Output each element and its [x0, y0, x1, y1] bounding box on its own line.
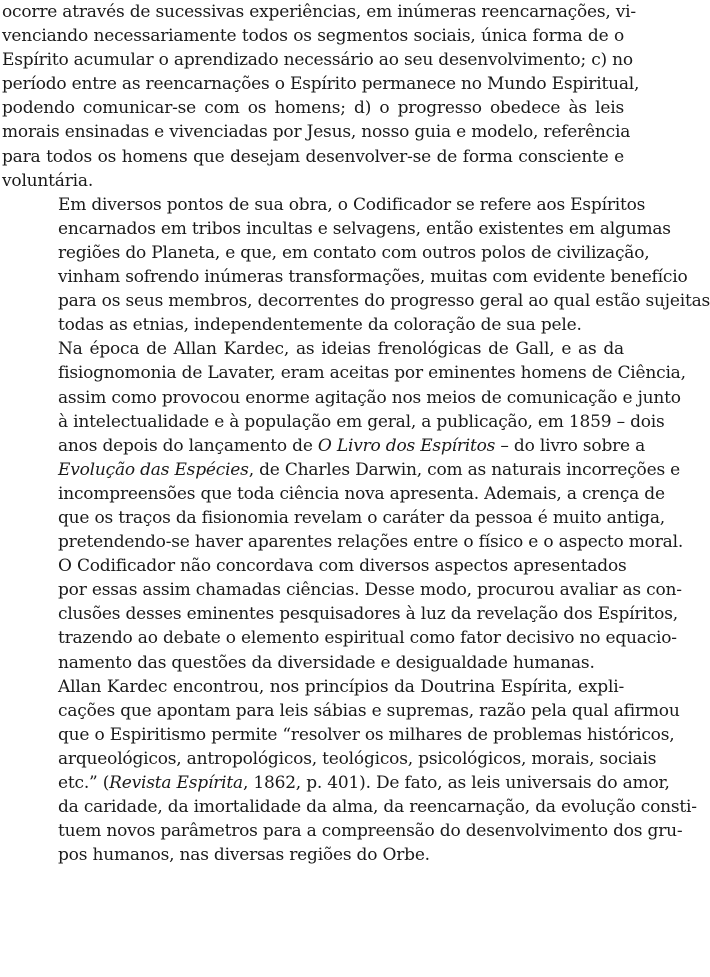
- text-line: pos humanos, nas diversas regiões do Orbe.: [58, 845, 430, 866]
- text-line: anos depois do lançamento de O Livro dos Espíritos – do livro sobre a: [58, 435, 646, 456]
- text-line: namento das questões da diversidade e desigualdade humanas.: [58, 652, 595, 673]
- paragraph: [2, 193, 710, 338]
- text-line: morais ensinadas e vivenciadas por Jesus, nosso guia e modelo, referência: [2, 122, 631, 143]
- italic-title: Evolução das Espécies: [58, 459, 249, 480]
- text-line: arqueológicos, antropológicos, teológicos, psicológicos, morais, sociais: [58, 748, 657, 769]
- text-line: que os traços da fisionomia revelam o caráter da pessoa é muito antiga,: [58, 507, 665, 528]
- text-line: podendo comunicar-se com os homens; d) o progresso obedece às leis: [2, 98, 624, 119]
- text-line: ocorre através de sucessivas experiências, em inúmeras reencarnações, vi-: [2, 2, 636, 22]
- text-line: voluntária.: [2, 170, 94, 191]
- italic-title: O Livro dos Espíritos: [317, 435, 496, 456]
- text-line: Espírito acumular o aprendizado necessário ao seu desenvolvimento; c) no: [2, 50, 633, 71]
- italic-title: Revista Espírita: [109, 773, 243, 793]
- text-line: à intelectualidade e à população em geral, a publicação, em 1859 – dois: [58, 411, 665, 432]
- text-line: que o Espiritismo permite “resolver os milhares de problemas históricos,: [58, 724, 675, 745]
- text-line: tuem novos parâmetros para a compreensão do desenvolvimento dos gru-: [58, 821, 683, 842]
- text-line: venciando necessariamente todos os segmentos sociais, única forma de o: [2, 26, 624, 47]
- paragraph: [2, 675, 697, 868]
- text-line: encarnados em tribos incultas e selvagens, então existentes em algumas: [58, 218, 671, 239]
- text-line: da caridade, da imortalidade da alma, da reencarnação, da evolução consti-: [58, 797, 697, 818]
- text-line: assim como provocou enorme agitação nos meios de comunicação e junto: [58, 387, 681, 408]
- text-line: para os seus membros, decorrentes do progresso geral ao qual estão sujeitas: [58, 291, 710, 312]
- text-line: incompreensões que toda ciência nova apresenta. Ademais, a crença de: [58, 483, 665, 504]
- paragraph: [2, 337, 686, 554]
- text-line: clusões desses eminentes pesquisadores à luz da revelação dos Espíritos,: [58, 604, 678, 625]
- text-line: Em diversos pontos de sua obra, o Codificador se refere aos Espíritos: [58, 194, 646, 215]
- text-line: fisiognomonia de Lavater, eram aceitas por eminentes homens de Ciência,: [58, 363, 686, 384]
- document-page: [2, 0, 710, 867]
- text-line: todas as etnias, independentemente da coloração de sua pele.: [58, 315, 582, 336]
- text-line: Evolução das Espécies, de Charles Darwin, com as naturais incorreções e: [58, 459, 681, 480]
- text-line: Allan Kardec encontrou, nos princípios da Doutrina Espírita, expli-: [58, 676, 624, 697]
- text-line: para todos os homens que desejam desenvolver-se de forma consciente e: [2, 146, 624, 167]
- text-line: regiões do Planeta, e que, em contato com outros polos de civilização,: [58, 242, 650, 263]
- text-line: pretendendo-se haver aparentes relações entre o físico e o aspecto moral.: [58, 532, 684, 553]
- text-line: por essas assim chamadas ciências. Desse modo, procurou avaliar as con-: [58, 580, 682, 601]
- text-line: trazendo ao debate o elemento espiritual como fator decisivo no equacio-: [58, 628, 677, 649]
- text-line: Na época de Allan Kardec, as ideias frenológicas de Gall, e as da: [58, 339, 624, 360]
- text-line: etc.” (Revista Espírita, 1862, p. 401). De fato, as leis universais do amor,: [58, 773, 670, 793]
- text-line: período entre as reencarnações o Espírito permanece no Mundo Espiritual,: [2, 74, 640, 95]
- text-line: O Codificador não concordava com diversos aspectos apresentados: [58, 556, 627, 577]
- paragraph: [2, 554, 682, 674]
- paragraph: [2, 0, 640, 193]
- text-line: cações que apontam para leis sábias e supremas, razão pela qual afirmou: [58, 700, 680, 721]
- text-line: vinham sofrendo inúmeras transformações, muitas com evidente benefício: [58, 267, 688, 288]
